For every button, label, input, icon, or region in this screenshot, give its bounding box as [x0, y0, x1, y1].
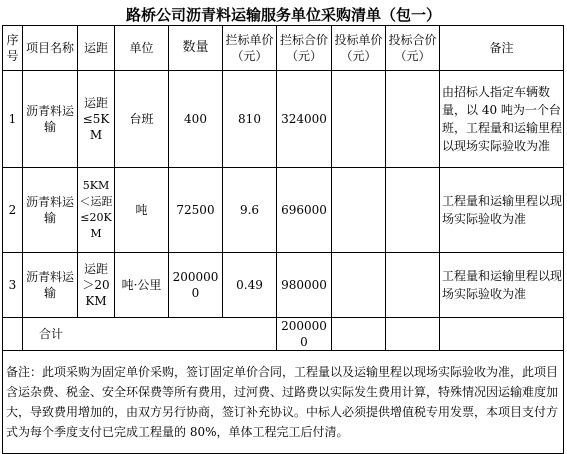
cell-bid-price[interactable]	[332, 168, 386, 253]
cell-seq: 1	[3, 71, 23, 168]
header-unit: 单位	[115, 26, 169, 71]
cell-qty: 2000000	[169, 253, 223, 318]
cell-unit: 吨·公里	[115, 253, 169, 318]
header-bid-total: 投标合价（元）	[386, 26, 440, 71]
cell-bid-price[interactable]	[332, 71, 386, 168]
header-ctrl-total: 拦标合价（元）	[277, 26, 332, 71]
header-distance: 运距	[78, 26, 115, 71]
cell-item: 沥青料运输	[23, 71, 78, 168]
cell-unit: 吨	[115, 168, 169, 253]
cell-item: 沥青料运输	[23, 253, 78, 318]
page-title: 路桥公司沥青料运输服务单位采购清单（包一）	[125, 6, 441, 24]
note-row	[3, 351, 564, 454]
cell-distance: 运距＞20KM	[78, 253, 115, 318]
cell-distance: 5KM＜运距≤20KM	[78, 168, 115, 253]
total-label: 合计	[23, 318, 277, 351]
cell-bid-total[interactable]	[386, 253, 440, 318]
cell-ctrl-total: 696000	[277, 168, 332, 253]
cell-remark: 工程量和运输里程以现场实际验收为准	[440, 253, 564, 318]
cell-bid-total[interactable]	[386, 168, 440, 253]
cell-seq: 2	[3, 168, 23, 253]
table-row	[3, 71, 564, 168]
cell-ctrl-total: 980000	[277, 253, 332, 318]
header-item: 项目名称	[23, 26, 78, 71]
total-row	[3, 318, 564, 351]
table-row	[3, 168, 564, 253]
header-ctrl-price: 拦标单价（元）	[223, 26, 277, 71]
cell-bid-price[interactable]	[332, 253, 386, 318]
cell-item: 沥青料运输	[23, 168, 78, 253]
cell-seq: 3	[3, 253, 23, 318]
cell-bid-total[interactable]	[386, 71, 440, 168]
cell-ctrl-total: 324000	[277, 71, 332, 168]
cell-remark: 工程量和运输里程以现场实际验收为准	[440, 168, 564, 253]
cell-qty: 400	[169, 71, 223, 168]
cell-ctrl-price: 810	[223, 71, 277, 168]
total-ctrl-total: 2000000	[277, 318, 332, 351]
table-row	[3, 253, 564, 318]
footnote: 备注：此项采购为固定单价采购，签订固定单价合同，工程量以及运输里程以现场实际验收为准，此项目含运杂费、税金、安全环保费等所有费用，过河费、过路费以实际发生费用计算，特殊情况因运输难度加大，导致费用增加的，由双方另行协商，签订补充协议。中标人必须提供增值税专用发票，本项目支付方式为每个季度支付已完成工程量的 80%，单体工程完工后付清。	[3, 351, 564, 454]
header-row	[3, 26, 564, 71]
header-bid-price: 投标单价（元）	[332, 26, 386, 71]
header-seq: 序号	[3, 26, 23, 71]
cell-unit: 台班	[115, 71, 169, 168]
header-qty: 数量	[169, 26, 223, 71]
cell-remark: 由招标人指定车辆数量，以 40 吨为一个台班，工程量和运输里程以现场实际验收为准	[440, 71, 564, 168]
procurement-table	[2, 25, 564, 454]
cell-ctrl-price: 0.49	[223, 253, 277, 318]
cell-qty: 72500	[169, 168, 223, 253]
cell-distance: 运距≤5KM	[78, 71, 115, 168]
header-remark: 备注	[440, 26, 564, 71]
cell-ctrl-price: 9.6	[223, 168, 277, 253]
